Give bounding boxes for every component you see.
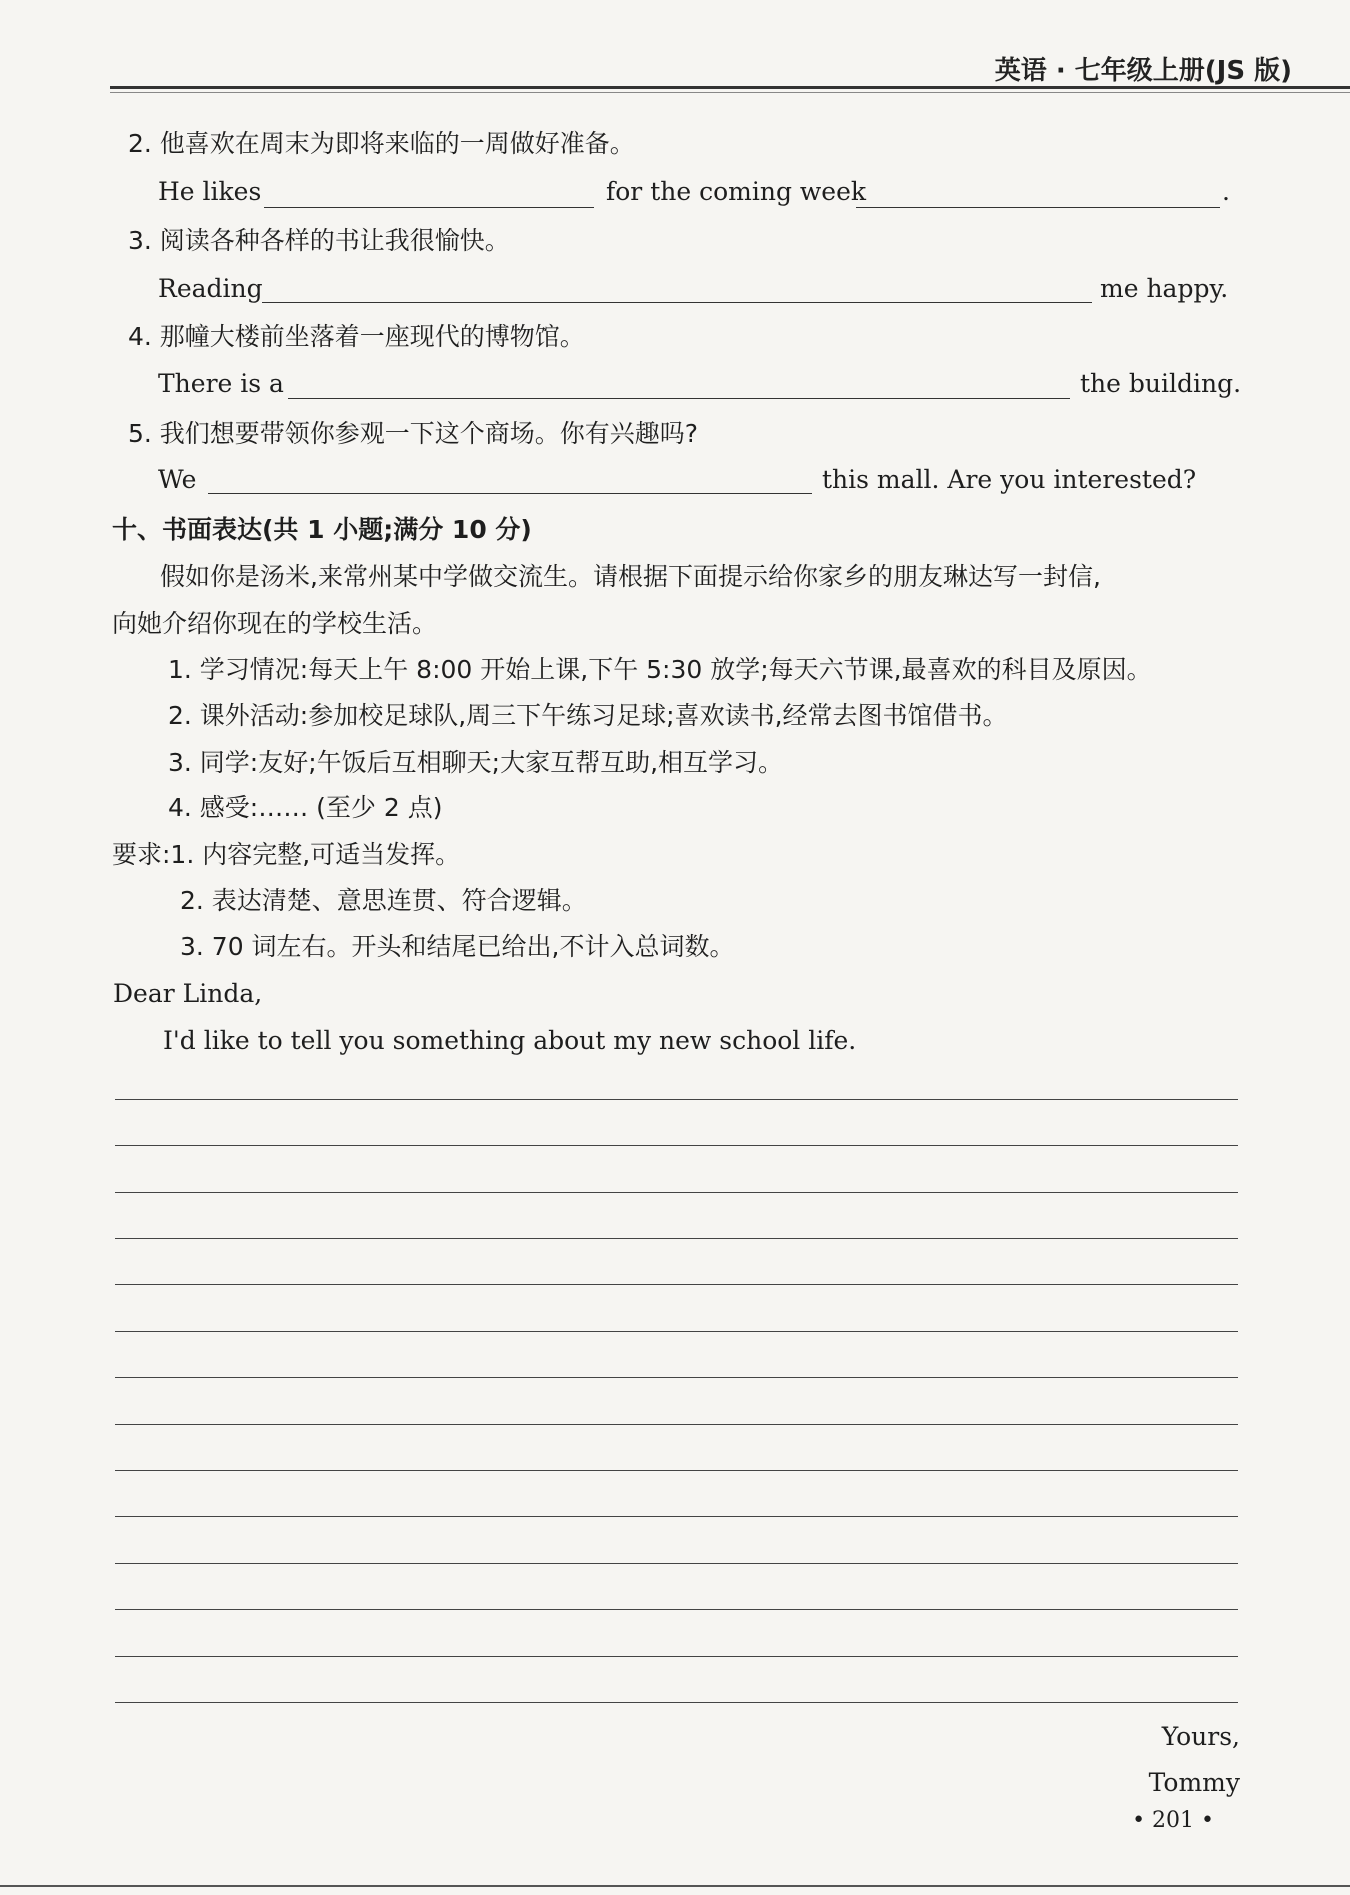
writing-line[interactable]: [115, 1424, 1238, 1425]
question-3-prompt: 3. 阅读各种各样的书让我很愉快。: [128, 226, 510, 255]
question-3-en-start: Reading: [158, 274, 263, 303]
page-number: • 201 •: [1132, 1808, 1214, 1833]
letter-signature: Tommy: [1148, 1768, 1240, 1797]
section-title: 十、书面表达(共 1 小题;满分 10 分): [112, 515, 532, 544]
question-3-en-end: me happy.: [1100, 274, 1229, 303]
writing-line[interactable]: [115, 1331, 1238, 1332]
header-rule-thin: [110, 92, 1350, 93]
question-4-en-end: the building.: [1080, 369, 1242, 398]
prompt-point: 1. 学习情况:每天上午 8:00 开始上课,下午 5:30 放学;每天六节课,最喜欢的科目及原因。: [168, 655, 1152, 684]
question-5-en-end: this mall. Are you interested?: [822, 465, 1197, 494]
page-header-label: 英语 · 七年级上册(JS 版): [994, 56, 1292, 86]
question-5-en-start: We: [158, 465, 197, 494]
requirement-item: 3. 70 词左右。开头和结尾已给出,不计入总词数。: [180, 932, 735, 961]
prompt-point: 4. 感受:…… (至少 2 点): [168, 793, 443, 822]
writing-line[interactable]: [115, 1470, 1238, 1471]
writing-line[interactable]: [115, 1377, 1238, 1378]
writing-line[interactable]: [115, 1099, 1238, 1100]
question-2-en-end: .: [1222, 177, 1230, 206]
question-4-blank[interactable]: [288, 398, 1070, 399]
question-2-blank-2[interactable]: [856, 207, 1220, 208]
section-intro-line-2: 向她介绍你现在的学校生活。: [112, 609, 438, 638]
question-2-blank-1[interactable]: [264, 207, 594, 208]
writing-line[interactable]: [115, 1516, 1238, 1517]
prompt-point: 3. 同学:友好;午饭后互相聊天;大家互帮互助,相互学习。: [168, 748, 784, 777]
question-5-blank[interactable]: [208, 493, 812, 494]
writing-line[interactable]: [115, 1609, 1238, 1610]
question-4-prompt: 4. 那幢大楼前坐落着一座现代的博物馆。: [128, 322, 585, 351]
header-rule: [110, 86, 1350, 89]
writing-line[interactable]: [115, 1702, 1238, 1703]
requirement-item: 2. 表达清楚、意思连贯、符合逻辑。: [180, 886, 587, 915]
writing-line[interactable]: [115, 1656, 1238, 1657]
question-4-en-start: There is a: [158, 369, 284, 398]
question-5-prompt: 5. 我们想要带领你参观一下这个商场。你有兴趣吗?: [128, 419, 699, 448]
question-2-en-start: He likes: [158, 177, 262, 206]
writing-line[interactable]: [115, 1284, 1238, 1285]
question-3-blank[interactable]: [262, 302, 1092, 303]
bottom-rule: [0, 1885, 1350, 1887]
question-2-prompt: 2. 他喜欢在周末为即将来临的一周做好准备。: [128, 129, 635, 158]
writing-line[interactable]: [115, 1238, 1238, 1239]
writing-line[interactable]: [115, 1192, 1238, 1193]
prompt-point: 2. 课外活动:参加校足球队,周三下午练习足球;喜欢读书,经常去图书馆借书。: [168, 701, 1008, 730]
letter-closing: Yours,: [1161, 1722, 1240, 1751]
requirements-label: 要求:1. 内容完整,可适当发挥。: [112, 840, 461, 869]
writing-line[interactable]: [115, 1563, 1238, 1564]
letter-greeting: Dear Linda,: [113, 979, 263, 1008]
section-intro-line-1: 假如你是汤米,来常州某中学做交流生。请根据下面提示给你家乡的朋友琳达写一封信,: [160, 562, 1101, 591]
writing-line[interactable]: [115, 1145, 1238, 1146]
letter-opening: I'd like to tell you something about my new school life.: [163, 1026, 857, 1055]
question-2-en-mid: for the coming week: [606, 177, 867, 206]
